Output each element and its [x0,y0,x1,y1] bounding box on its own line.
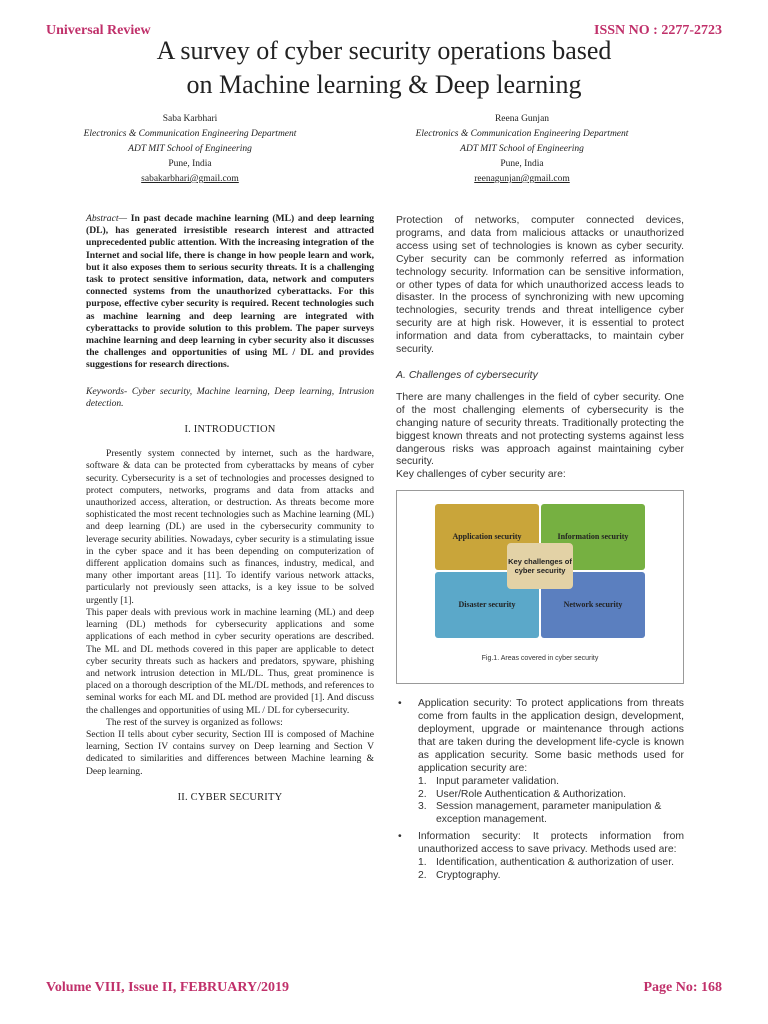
bullet-text: Application security: To protect applications from threats come from faults in the application design, development, deployment, upgrade or maintenance through actions that are taken during the development life-cycle is known as application security. Some basic methods used for application security are: [418,698,684,774]
keywords: Keywords- Cyber security, Machine learning, Deep learning, Intrusion detection. [86,385,374,409]
title-line-2: on Machine learning & Deep learning [186,70,582,99]
author-dept: Electronics & Communication Engineering Department [415,129,629,139]
footer-page-number: Page No: 168 [643,980,722,995]
right-paragraph-2: There are many challenges in the field of cyber security. One of the most challenging elements of cybersecurity is the changing nature of security threats. Traditionally protecting the biggest known threats and not protecting systems against less dangerous risks was approach against maintaining cyber security. [396,391,684,468]
author-city: Pune, India [168,159,212,169]
abstract-label: Abstract— [86,213,128,224]
author-email[interactable]: reenagunjan@gmail.com [474,174,570,184]
author-school: ADT MIT School of Engineering [128,144,252,154]
list-item: 2. Cryptography. [418,870,501,881]
author-city: Pune, India [500,159,544,169]
issn-number: ISSN NO : 2277-2723 [594,23,722,38]
list-item-information-security [396,831,684,883]
author-school: ADT MIT School of Engineering [460,144,584,154]
challenges-list [396,698,684,883]
abstract [86,213,374,372]
quadrant-disaster-security: Disaster security [435,572,539,638]
numbered-list [418,776,684,828]
abstract-text: In past decade machine learning (ML) and deep learning (DL), has generated irresistible research interest and attracted unprecedented public attention. With the increasing integration of the Internet and social life, there is change in how people learn and work, but it also exposes them to serious security threats. It is a challenging task to protect sensitive information, data, network and computers connected systems from the unauthorized cyberattacks. For this purpose, effective cyber security is required. Recent technologies such as machine learning and deep learning are integrated with cyberattacks to provide solution to this problem. The paper surveys machine learning and deep learning in cyber security also it discusses the challenges and opportunities of using ML / DL and provides suggestions for research directions. [86,213,374,371]
author-email[interactable]: sabakarbhari@gmail.com [141,174,239,184]
footer-volume: Volume VIII, Issue II, FEBRUARY/2019 [46,980,289,995]
journal-name: Universal Review [46,23,151,38]
author-2 [372,112,672,187]
right-paragraph-1: Protection of networks, computer connected devices, programs, and data from malicious attacks or unauthorized access using set of technologies is known as cyber security. Cyber security can be commonly referred as information technology security. Information can be sensitive information, or other types of data for which unauthorized access leads to disaster. In the process of synchronizing with new upcoming technologies, security trends and threat intelligence cyber security are at high risk. However, it is essential to protect information and data from cyberattacks, to maintain cyber security. [396,215,684,356]
author-name: Reena Gunjan [494,114,550,124]
quadrant-application-security: Application security [435,504,539,570]
intro-paragraph-4: Section II tells about cyber security, Section III is composed of Machine learning, Section IV contains survey on Deep learning and Section V dedicated to similarities and differences between Machine learning & Deep learning. [86,728,374,777]
figure-caption: Fig.1. Areas covered in cyber security [481,655,599,663]
quadrant-network-security: Network security [541,572,645,638]
author-name: Saba Karbhari [162,114,218,124]
list-item-application-security [396,698,684,827]
right-paragraph-3: Key challenges of cyber security are: [396,469,566,481]
bullet-text: Information security: It protects information from unauthorized access to save privacy. Methods used are: [418,831,684,856]
quadrant-information-security: Information security [541,504,645,570]
author-1 [40,112,340,187]
right-column [396,215,684,887]
intro-paragraph-2: This paper deals with previous work in machine learning (ML) and deep learning (DL) methods for cybersecurity applications and some applications of each method in cyber security operations are described. The ML and DL methods covered in this paper are applicable to detect cyber security threats such as hackers and predators, spyware, phishing and network intrusion detection in ML/DL. Thus, great prominence is placed on a thorough description of the ML/DL methods, and references to seminal works for each ML and DL method are provided [1]. And discuss the challenges and opportunities of using ML / DL for cybersecurity. [86,606,374,716]
list-item: 1. Input parameter validation. [418,775,560,787]
section-heading-cyber-security: II. CYBER SECURITY [177,791,283,803]
center-key-challenges: Key challenges of cyber security [507,543,573,589]
paper-title [60,34,708,102]
author-dept: Electronics & Communication Engineering Department [83,129,297,139]
list-item: 1. Identification, authentication & authorization of user. [418,857,674,869]
section-heading-introduction: I. INTRODUCTION [184,424,276,436]
left-column [86,213,374,816]
subsection-heading-challenges: A. Challenges of cybersecurity [396,368,538,381]
list-item: 3. Session management, parameter manipulation & exception management. [418,801,662,826]
list-item: 2. User/Role Authentication & Authorization. [418,788,627,800]
intro-paragraph-3: The rest of the survey is organized as follows: [106,716,283,728]
title-line-1: A survey of cyber security operations based [156,36,612,65]
numbered-list [418,857,684,883]
figure-cyber-security-areas [396,490,684,684]
intro-paragraph-1: Presently system connected by internet, such as the hardware, software & data can be protected from cyberattacks by means of cyber security. Cybersecurity is a set of technologies and processes designed to protect computers, networks, programs and data from attacks and unauthorized access, alteration, or destruction. As threats become more sophisticated the most recent technologies such as Machine learning (ML) and deep learning (DL) are used in the cybersecurity community to leverage security abilities. Nowadays, cyber security is a stimulating issue in the cyber space and it has been depending on computerization of different application domains such as finances, industry, medical, and many other important areas [11]. To identify various network attacks, particularly not previously seen attacks, is a key issue to be solved urgently [1]. [86,448,374,606]
